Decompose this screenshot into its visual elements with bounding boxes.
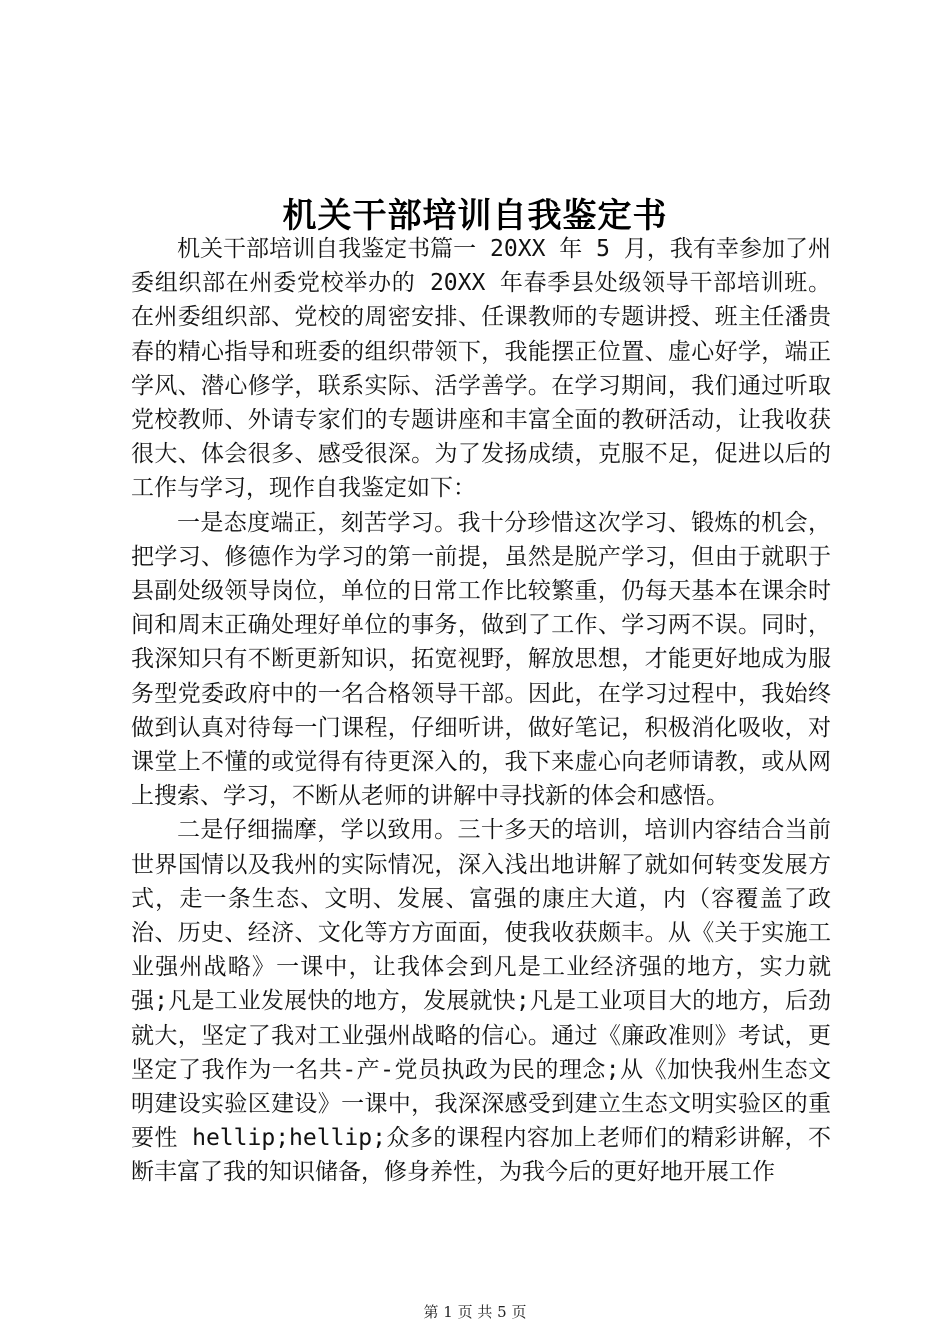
- paragraph-attitude: 一是态度端正，刻苦学习。我十分珍惜这次学习、锻炼的机会，把学习、修德作为学习的第一前提，虽然是脱产学习，但由于就职于县副处级领导岗位，单位的日常工作比较繁重，仍每天基本在课余时间和周末正确处理好单位的事务，做到了工作、学习两不误。同时，我深知只有不断更新知识，拓宽视野，解放思想，才能更好地成为服务型党委政府中的一名合格领导干部。因此，在学习过程中，我始终做到认真对待每一门课程，仔细听讲，做好笔记，积极消化吸收，对课堂上不懂的或觉得有待更深入的，我下来虚心向老师请教，或从网上搜索、学习，不断从老师的讲解中寻找新的体会和感悟。: [131, 509, 831, 810]
- paragraph-intro: 机关干部培训自我鉴定书篇一 20XX 年 5 月，我有幸参加了州委组织部在州委党校举办的 20XX 年春季县处级领导干部培训班。在州委组织部、党校的周密安排、任课教师的专题讲授、班主任潘贵春的精心指导和班委的组织带领下，我能摆正位置、虚心好学，端正学风、潜心修学，联系实际、活学善学。在学习期间，我们通过听取党校教师、外请专家们的专题讲座和丰富全面的教研活动，让我收获很大、体会很多、感受很深。为了发扬成绩，克服不足，促进以后的工作与学习，现作自我鉴定如下：: [131, 236, 831, 502]
- page-footer: 第 1 页 共 5 页: [423, 1303, 527, 1321]
- paragraph-application: 二是仔细揣摩，学以致用。三十多天的培训，培训内容结合当前世界国情以及我州的实际情况，深入浅出地讲解了就如何转变发展方式，走一条生态、文明、发展、富强的康庄大道，内（容覆盖了政治、历史、经济、文化等方方面面，使我收获颇丰。从《关于实施工业强州战略》一课中，让我体会到凡是工业经济强的地方，实力就强;凡是工业发展快的地方，发展就快;凡是工业项目大的地方，后劲就大，坚定了我对工业强州战略的信心。通过《廉政准则》考试，更坚定了我作为一名共-产-党员执政为民的理念;从《加快我州生态文明建设实验区建设》一课中，我深深感受到建立生态文明实验区的重要性 hellip;hellip;众多的课程内容加上老师们的精彩讲解，不断丰富了我的知识储备，修身养性，为我今后的更好地开展工作: [131, 817, 831, 1186]
- document-title: 机关干部培训自我鉴定书: [282, 196, 668, 236]
- document-body: [131, 232, 831, 1190]
